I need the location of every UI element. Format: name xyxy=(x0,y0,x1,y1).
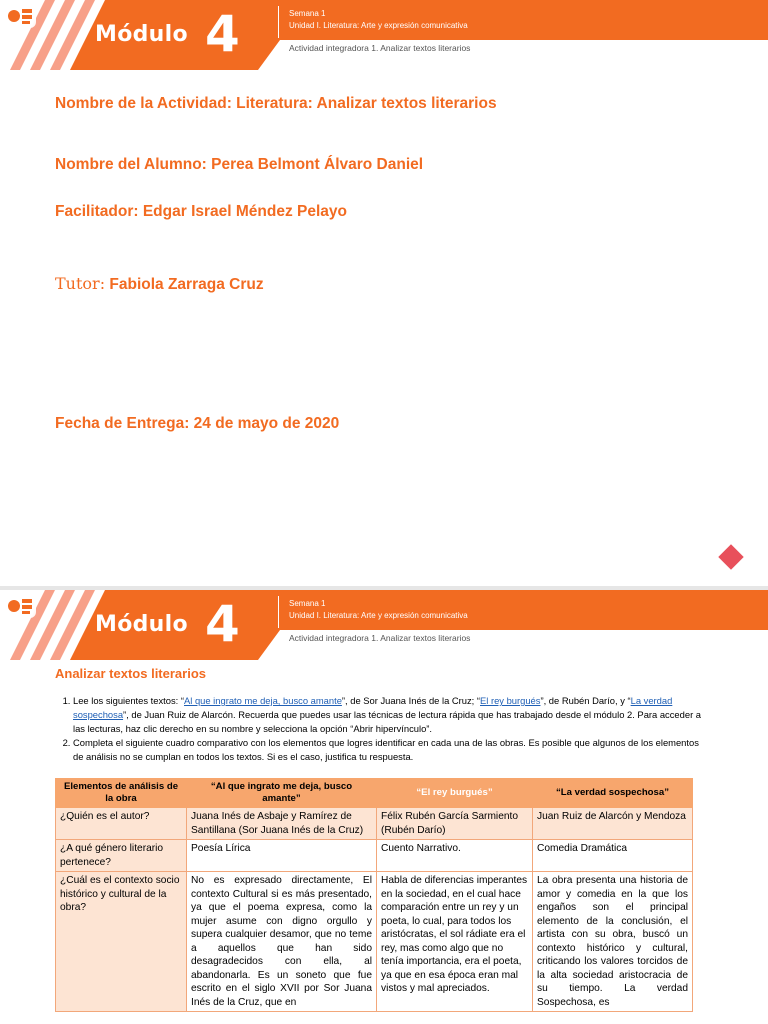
instruction-1: 1. Lee los siguientes textos: “Al que ingrato me deja, busco amante”, de Sor Juana Inés de la Cruz; “El rey burgués”, de Rubén Darío, y “La verdad sospechosa”, de Juan Ruiz de Alarcón. Recuerda que puedes usar las técnicas de lectura rápida que has trabajado desde el módulo 2. Para acceder a las lecturas, haz clic derecho en su nombre y selecciona la opción “Abrir hipervínculo”. xyxy=(73,694,705,736)
activity-subtitle: Actividad integradora 1. Analizar textos literarios xyxy=(289,43,471,53)
activity-name: Nombre de la Actividad: Literatura: Analizar textos literarios xyxy=(55,95,497,112)
diamond-icon xyxy=(718,544,743,569)
facilitator-name: Facilitador: Edgar Israel Méndez Pelayo xyxy=(55,203,348,220)
table-cell[interactable]: No es expresado directamente, El contexto Cultural si es más presentado, ya que el poema expresa, como la mujer asume con digno orgullo y supera cualquier desamor, que no teme a aquellos que han sido desagradecidos con ella, al abandonarla. Es un soneto que fue escrito en el siglo XVII por Sor Juana Inés de la Cruz, que en xyxy=(187,872,377,1012)
prepa-en-linea-logo-icon xyxy=(0,0,40,32)
week-label-2: Semana 1 xyxy=(289,599,326,608)
table-cell[interactable]: La obra presenta una historia de amor y comedia en la que los engaños son el principal elemento de la conclusión, el artista con su obra, buscó un contexto histórico y cultural, criticando los valores torcidos de la alta sociedad aristocracia de su tiempo. La verdad Sospechosa, es xyxy=(533,872,693,1012)
student-name: Nombre del Alumno: Perea Belmont Álvaro Daniel xyxy=(55,156,424,173)
tutor-label: Tutor: xyxy=(55,274,106,293)
instructions xyxy=(55,694,705,764)
table-cell[interactable]: Félix Rubén García Sarmiento (Rubén Darío) xyxy=(377,808,533,840)
row-question: ¿Quién es el autor? xyxy=(56,808,187,840)
week-label: Semana 1 xyxy=(289,9,326,18)
row-question: ¿A qué género literario pertenece? xyxy=(56,840,187,872)
activity-subtitle-2: Actividad integradora 1. Analizar textos literarios xyxy=(289,633,471,643)
instruction-2: 2. Completa el siguiente cuadro comparativo con los elementos que logres identificar en cada una de las obras. Es posible que algunos de los elementos de análisis no se cumplan en todos los textos. Si es el caso, justifica tu respuesta. xyxy=(73,736,705,764)
header-banner-2 xyxy=(0,590,768,660)
table-cell[interactable]: Habla de diferencias imperantes en la sociedad, en el cual hace comparación entre un rey y un poeta, lo cual, para todos los aristócratas, el sol rádiate era el rey, mas como algo que no tenía importancia, era el poeta, ya que en esa época eran mal vistos y mal apreciados. xyxy=(377,872,533,1012)
module-number: 4 xyxy=(205,5,240,63)
prepa-en-linea-logo-icon xyxy=(0,590,40,622)
col-header-elements: Elementos de análisis de la obra xyxy=(56,779,187,808)
table-cell[interactable]: Juan Ruiz de Alarcón y Mendoza xyxy=(533,808,693,840)
header-divider xyxy=(278,6,279,38)
table-row xyxy=(56,808,693,840)
header-divider-2 xyxy=(278,596,279,628)
table-row xyxy=(56,872,693,1012)
link-el-rey-burgues[interactable]: El rey burgués xyxy=(480,695,541,706)
activity-page xyxy=(0,590,768,1024)
link-la-verdad-sospechosa[interactable]: La verdad sospechosa xyxy=(73,695,673,720)
header-banner xyxy=(0,0,768,70)
section-title: Analizar textos literarios xyxy=(55,666,206,681)
table-cell[interactable]: Juana Inés de Asbaje y Ramírez de Santillana (Sor Juana Inés de la Cruz) xyxy=(187,808,377,840)
table-header-row xyxy=(56,779,693,808)
link-al-que-ingrato[interactable]: Al que ingrato me deja, busco amante xyxy=(184,695,342,706)
module-label-2: Módulo xyxy=(95,612,188,637)
module-label: Módulo xyxy=(95,22,188,47)
unit-label: Unidad I. Literatura: Arte y expresión comunicativa xyxy=(289,21,468,30)
due-date: Fecha de Entrega: 24 de mayo de 2020 xyxy=(55,415,340,432)
col-header-rey: “El rey burgués” xyxy=(377,779,533,808)
table-cell[interactable]: Cuento Narrativo. xyxy=(377,840,533,872)
col-header-verdad: “La verdad sospechosa” xyxy=(533,779,693,808)
table-row xyxy=(56,840,693,872)
unit-label-2: Unidad I. Literatura: Arte y expresión comunicativa xyxy=(289,611,468,620)
tutor-line xyxy=(55,274,264,294)
table-cell[interactable]: Poesía Lírica xyxy=(187,840,377,872)
table-cell[interactable]: Comedia Dramática xyxy=(533,840,693,872)
col-header-poem: “Al que ingrato me deja, busco amante” xyxy=(187,779,377,808)
tutor-name: Fabiola Zarraga Cruz xyxy=(109,276,264,293)
row-question: ¿Cuál es el contexto socio histórico y cultural de la obra? xyxy=(56,872,187,1012)
comparison-table xyxy=(55,778,693,1012)
module-number-2: 4 xyxy=(205,595,240,653)
